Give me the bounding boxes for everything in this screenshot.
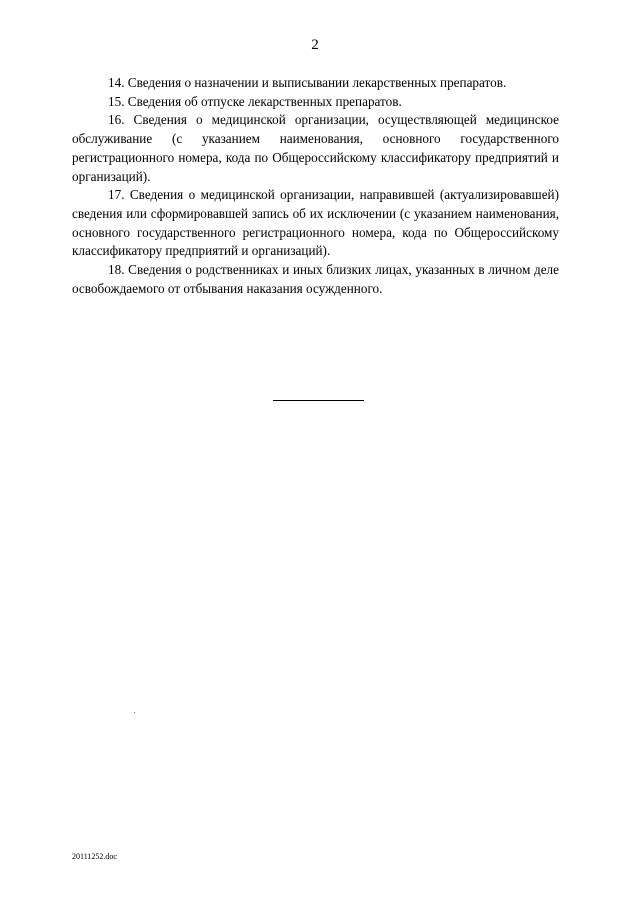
- document-body: [72, 74, 559, 298]
- paragraph-item-16: 16. Сведения о медицинской организации, осуществляющей медицинское обслуживание (с указанием наименования, основного государственного регистрационного номера, кода по Общероссийскому классификатору предприятий и организаций).: [72, 112, 559, 184]
- scan-artifact-dot: [134, 712, 135, 713]
- paragraph-item-15: 15. Сведения об отпуске лекарственных препаратов.: [108, 93, 402, 109]
- paragraph-item-14: 14. Сведения о назначении и выписывании лекарственных препаратов.: [108, 75, 507, 90]
- end-separator-line: [273, 400, 364, 401]
- paragraph-item-18: 18. Сведения о родственниках и иных близких лицах, указанных в личном деле освобождаемого от отбывания наказания осужденного.: [72, 262, 559, 296]
- paragraph-item-17: 17. Сведения о медицинской организации, направившей (актуализировавшей) сведения или сформировавшей запись об их исключении (с указанием наименования, основного государственного регистрационного номера, кода по Общероссийскому классификатору предприятий и организаций).: [72, 187, 559, 259]
- footer-file-name: 20111252.doc: [72, 852, 117, 861]
- page-number: 2: [311, 37, 319, 53]
